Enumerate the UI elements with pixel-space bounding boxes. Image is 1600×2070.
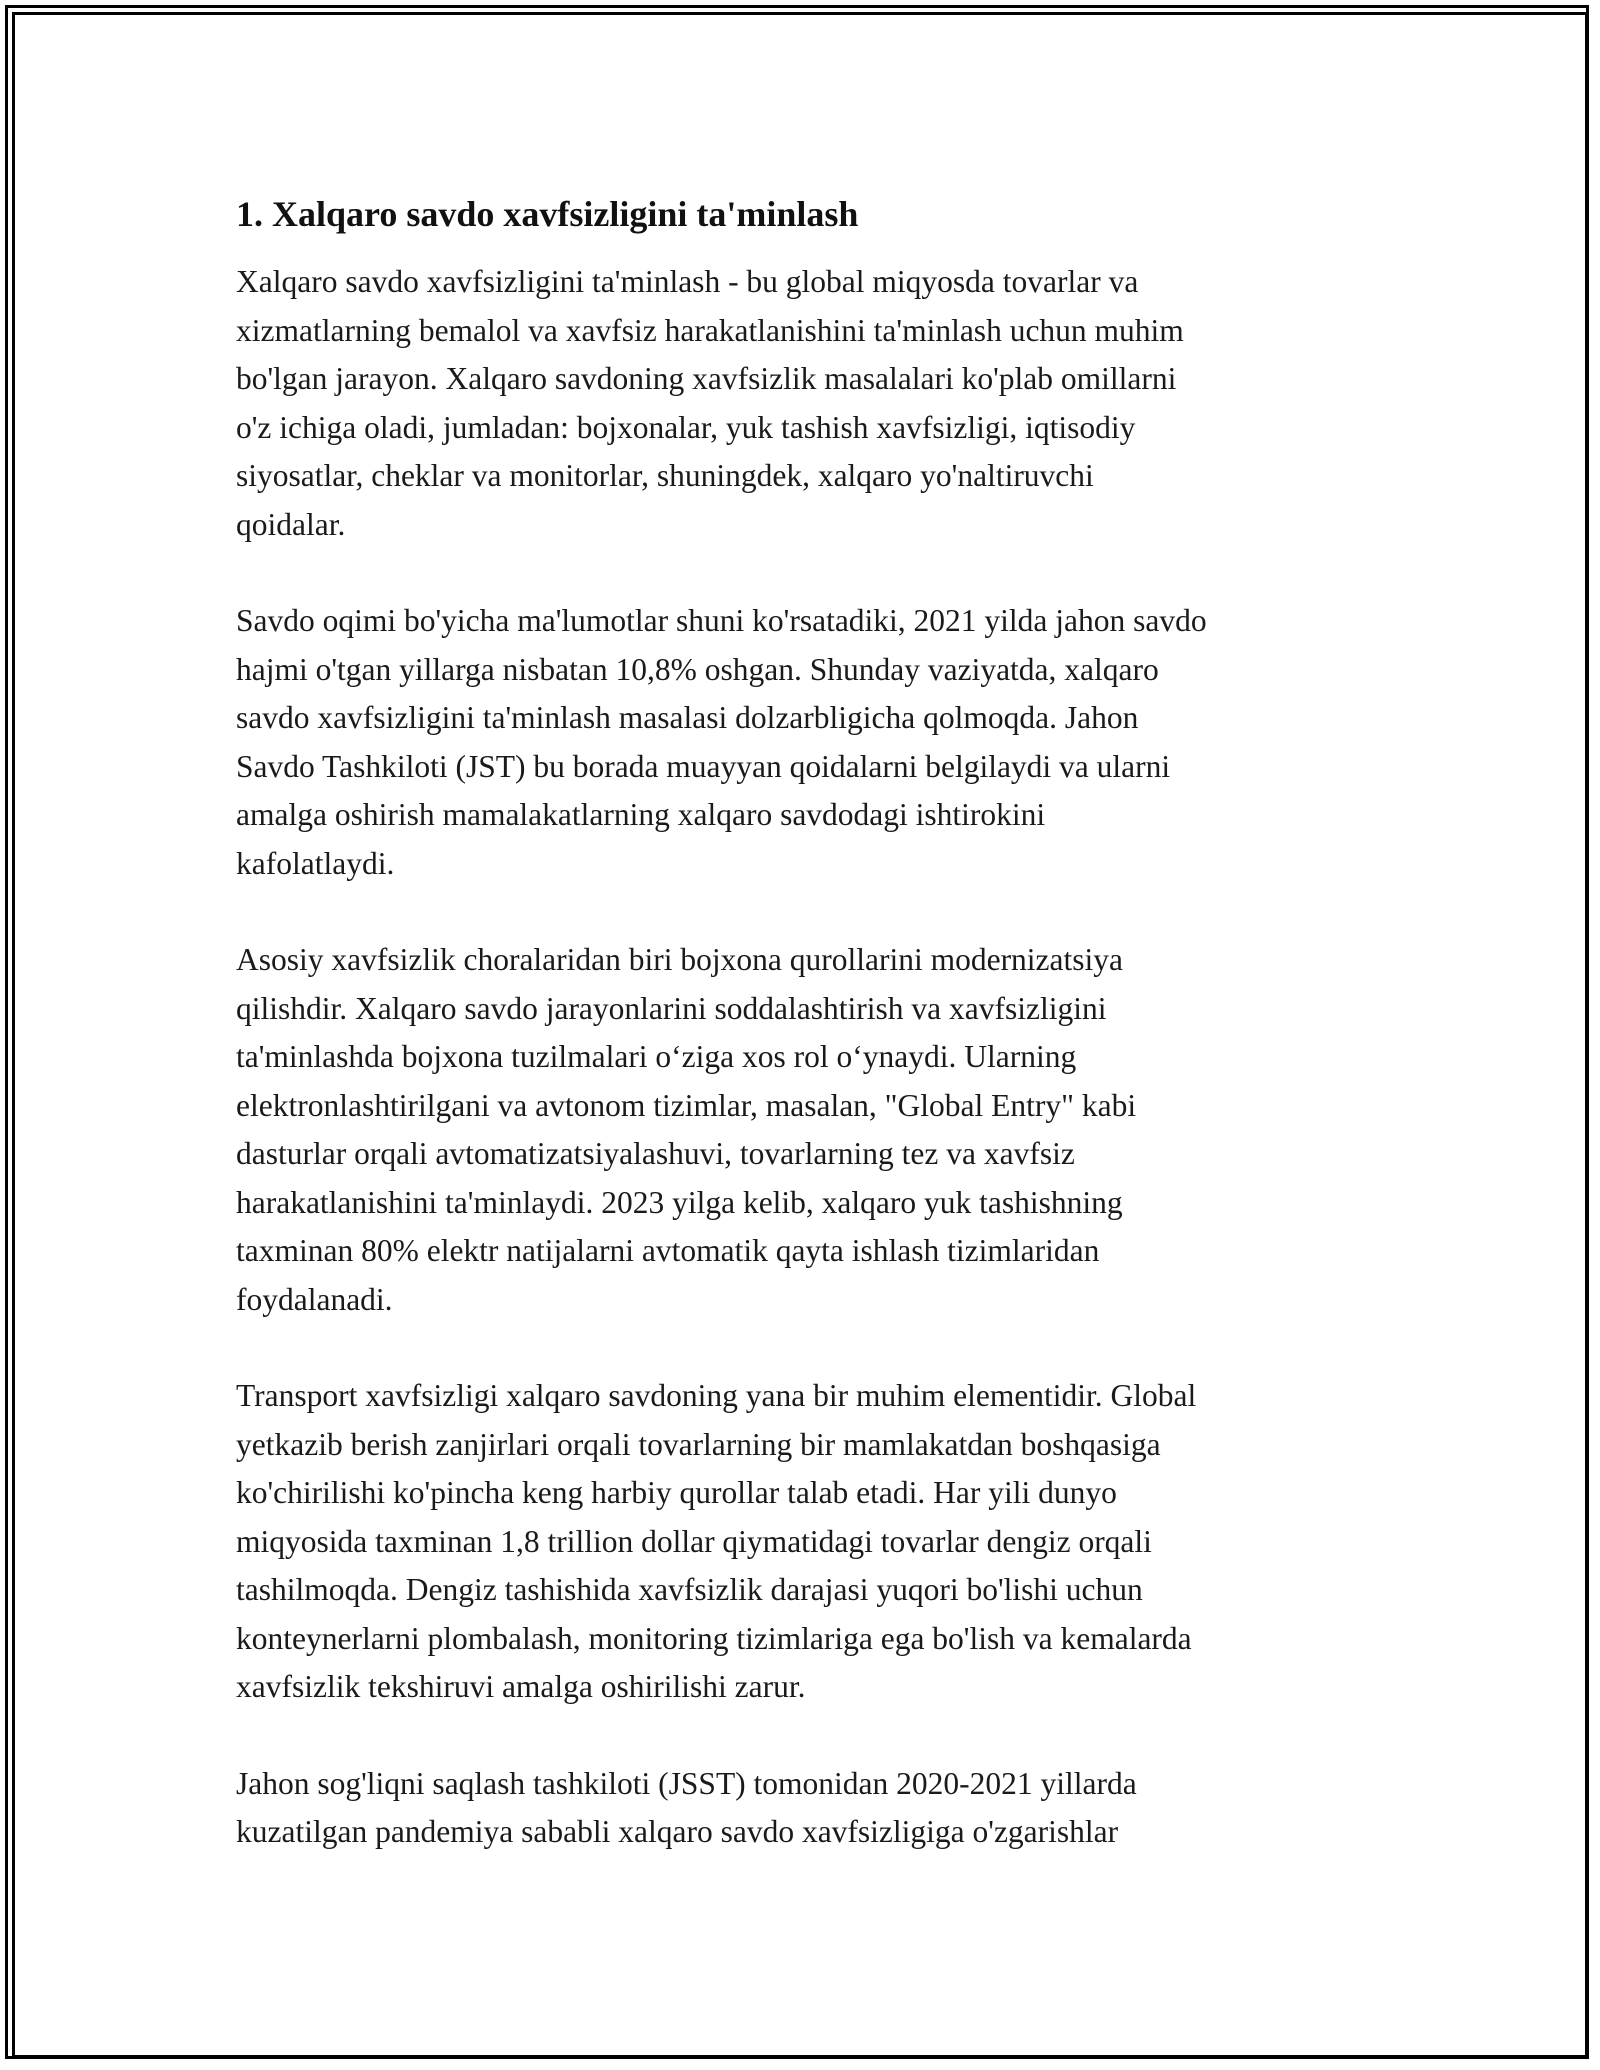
text-line: o'z ichiga oladi, jumladan: bojxonalar, yuk tashish xavfsizligi, iqtisodiy xyxy=(236,409,1136,445)
text-line: ta'minlashda bojxona tuzilmalari o‘ziga xos rol o‘ynaydi. Ularning xyxy=(236,1039,1077,1074)
paragraph-1 xyxy=(236,258,1376,549)
paragraph-3 xyxy=(236,936,1376,1324)
text-line: savdo xavfsizligini ta'minlash masalasi dolzarbligicha qolmoqda. Jahon xyxy=(236,700,1139,735)
document-body xyxy=(236,188,1376,1905)
text-line: miqyosida taxminan 1,8 trillion dollar qiymatidagi tovarlar dengiz orqali xyxy=(236,1523,1152,1559)
text-line: foydalanadi. xyxy=(236,1281,393,1317)
text-line: amalga oshirish mamalakatlarning xalqaro savdodagi ishtirokini xyxy=(236,797,1046,832)
text-line: harakatlanishini ta'minlaydi. 2023 yilga kelib, xalqaro yuk tashishning xyxy=(236,1184,1123,1220)
paragraph-5 xyxy=(236,1760,1376,1857)
text-line: konteynerlarni plombalash, monitoring tizimlariga ega bo'lish va kemalarda xyxy=(236,1620,1192,1656)
text-line: elektronlashtirilgani va avtonom tizimlar, masalan, "Global Entry" kabi xyxy=(236,1087,1137,1123)
text-line: siyosatlar, cheklar va monitorlar, shuningdek, xalqaro yo'naltiruvchi xyxy=(236,458,1094,493)
paragraph-4 xyxy=(236,1372,1376,1712)
text-line: Savdo Tashkiloti (JST) bu borada muayyan qoidalarni belgilaydi va ularni xyxy=(236,748,1171,784)
paragraph-2 xyxy=(236,597,1376,888)
text-line: tashilmoqda. Dengiz tashishida xavfsizlik darajasi yuqori bo'lishi uchun xyxy=(236,1572,1143,1607)
text-line: Asosiy xavfsizlik choralaridan biri bojxona qurollarini modernizatsiya xyxy=(236,942,1124,977)
text-line: Jahon sog'liqni saqlash tashkiloti (JSST) tomonidan 2020-2021 yillarda xyxy=(236,1765,1137,1801)
text-line: xizmatlarning bemalol va xavfsiz harakatlanishini ta'minlash uchun muhim xyxy=(236,312,1184,348)
text-line: xavfsizlik tekshiruvi amalga oshirilishi zarur. xyxy=(236,1669,806,1704)
text-line: hajmi o'tgan yillarga nisbatan 10,8% oshgan. Shunday vaziyatda, xalqaro xyxy=(236,651,1159,687)
text-line: kafolatlaydi. xyxy=(236,845,395,881)
text-line: qoidalar. xyxy=(236,506,346,542)
text-line: dasturlar orqali avtomatizatsiyalashuvi, tovarlarning tez va xavfsiz xyxy=(236,1136,1075,1171)
text-line: bo'lgan jarayon. Xalqaro savdoning xavfsizlik masalalari ko'plab omillarni xyxy=(236,361,1177,396)
text-line: yetkazib berish zanjirlari orqali tovarlarning bir mamlakatdan boshqasiga xyxy=(236,1426,1161,1462)
text-line: Xalqaro savdo xavfsizligini ta'minlash - bu global miqyosda tovarlar va xyxy=(236,264,1139,299)
text-line: ko'chirilishi ko'pincha keng harbiy qurollar talab etadi. Har yili dunyo xyxy=(236,1475,1117,1510)
text-line: Transport xavfsizligi xalqaro savdoning yana bir muhim elementidir. Global xyxy=(236,1378,1197,1413)
text-line: Savdo oqimi bo'yicha ma'lumotlar shuni ko'rsatadiki, 2021 yilda jahon savdo xyxy=(236,603,1207,638)
section-title: 1. Xalqaro savdo xavfsizligini ta'minlash xyxy=(236,194,859,234)
text-line: kuzatilgan pandemiya sababli xalqaro savdo xavfsizligiga o'zgarishlar xyxy=(236,1814,1119,1849)
text-line: qilishdir. Xalqaro savdo jarayonlarini soddalashtirish va xavfsizligini xyxy=(236,990,1107,1026)
text-line: taxminan 80% elektr natijalarni avtomatik qayta ishlash tizimlaridan xyxy=(236,1233,1100,1268)
